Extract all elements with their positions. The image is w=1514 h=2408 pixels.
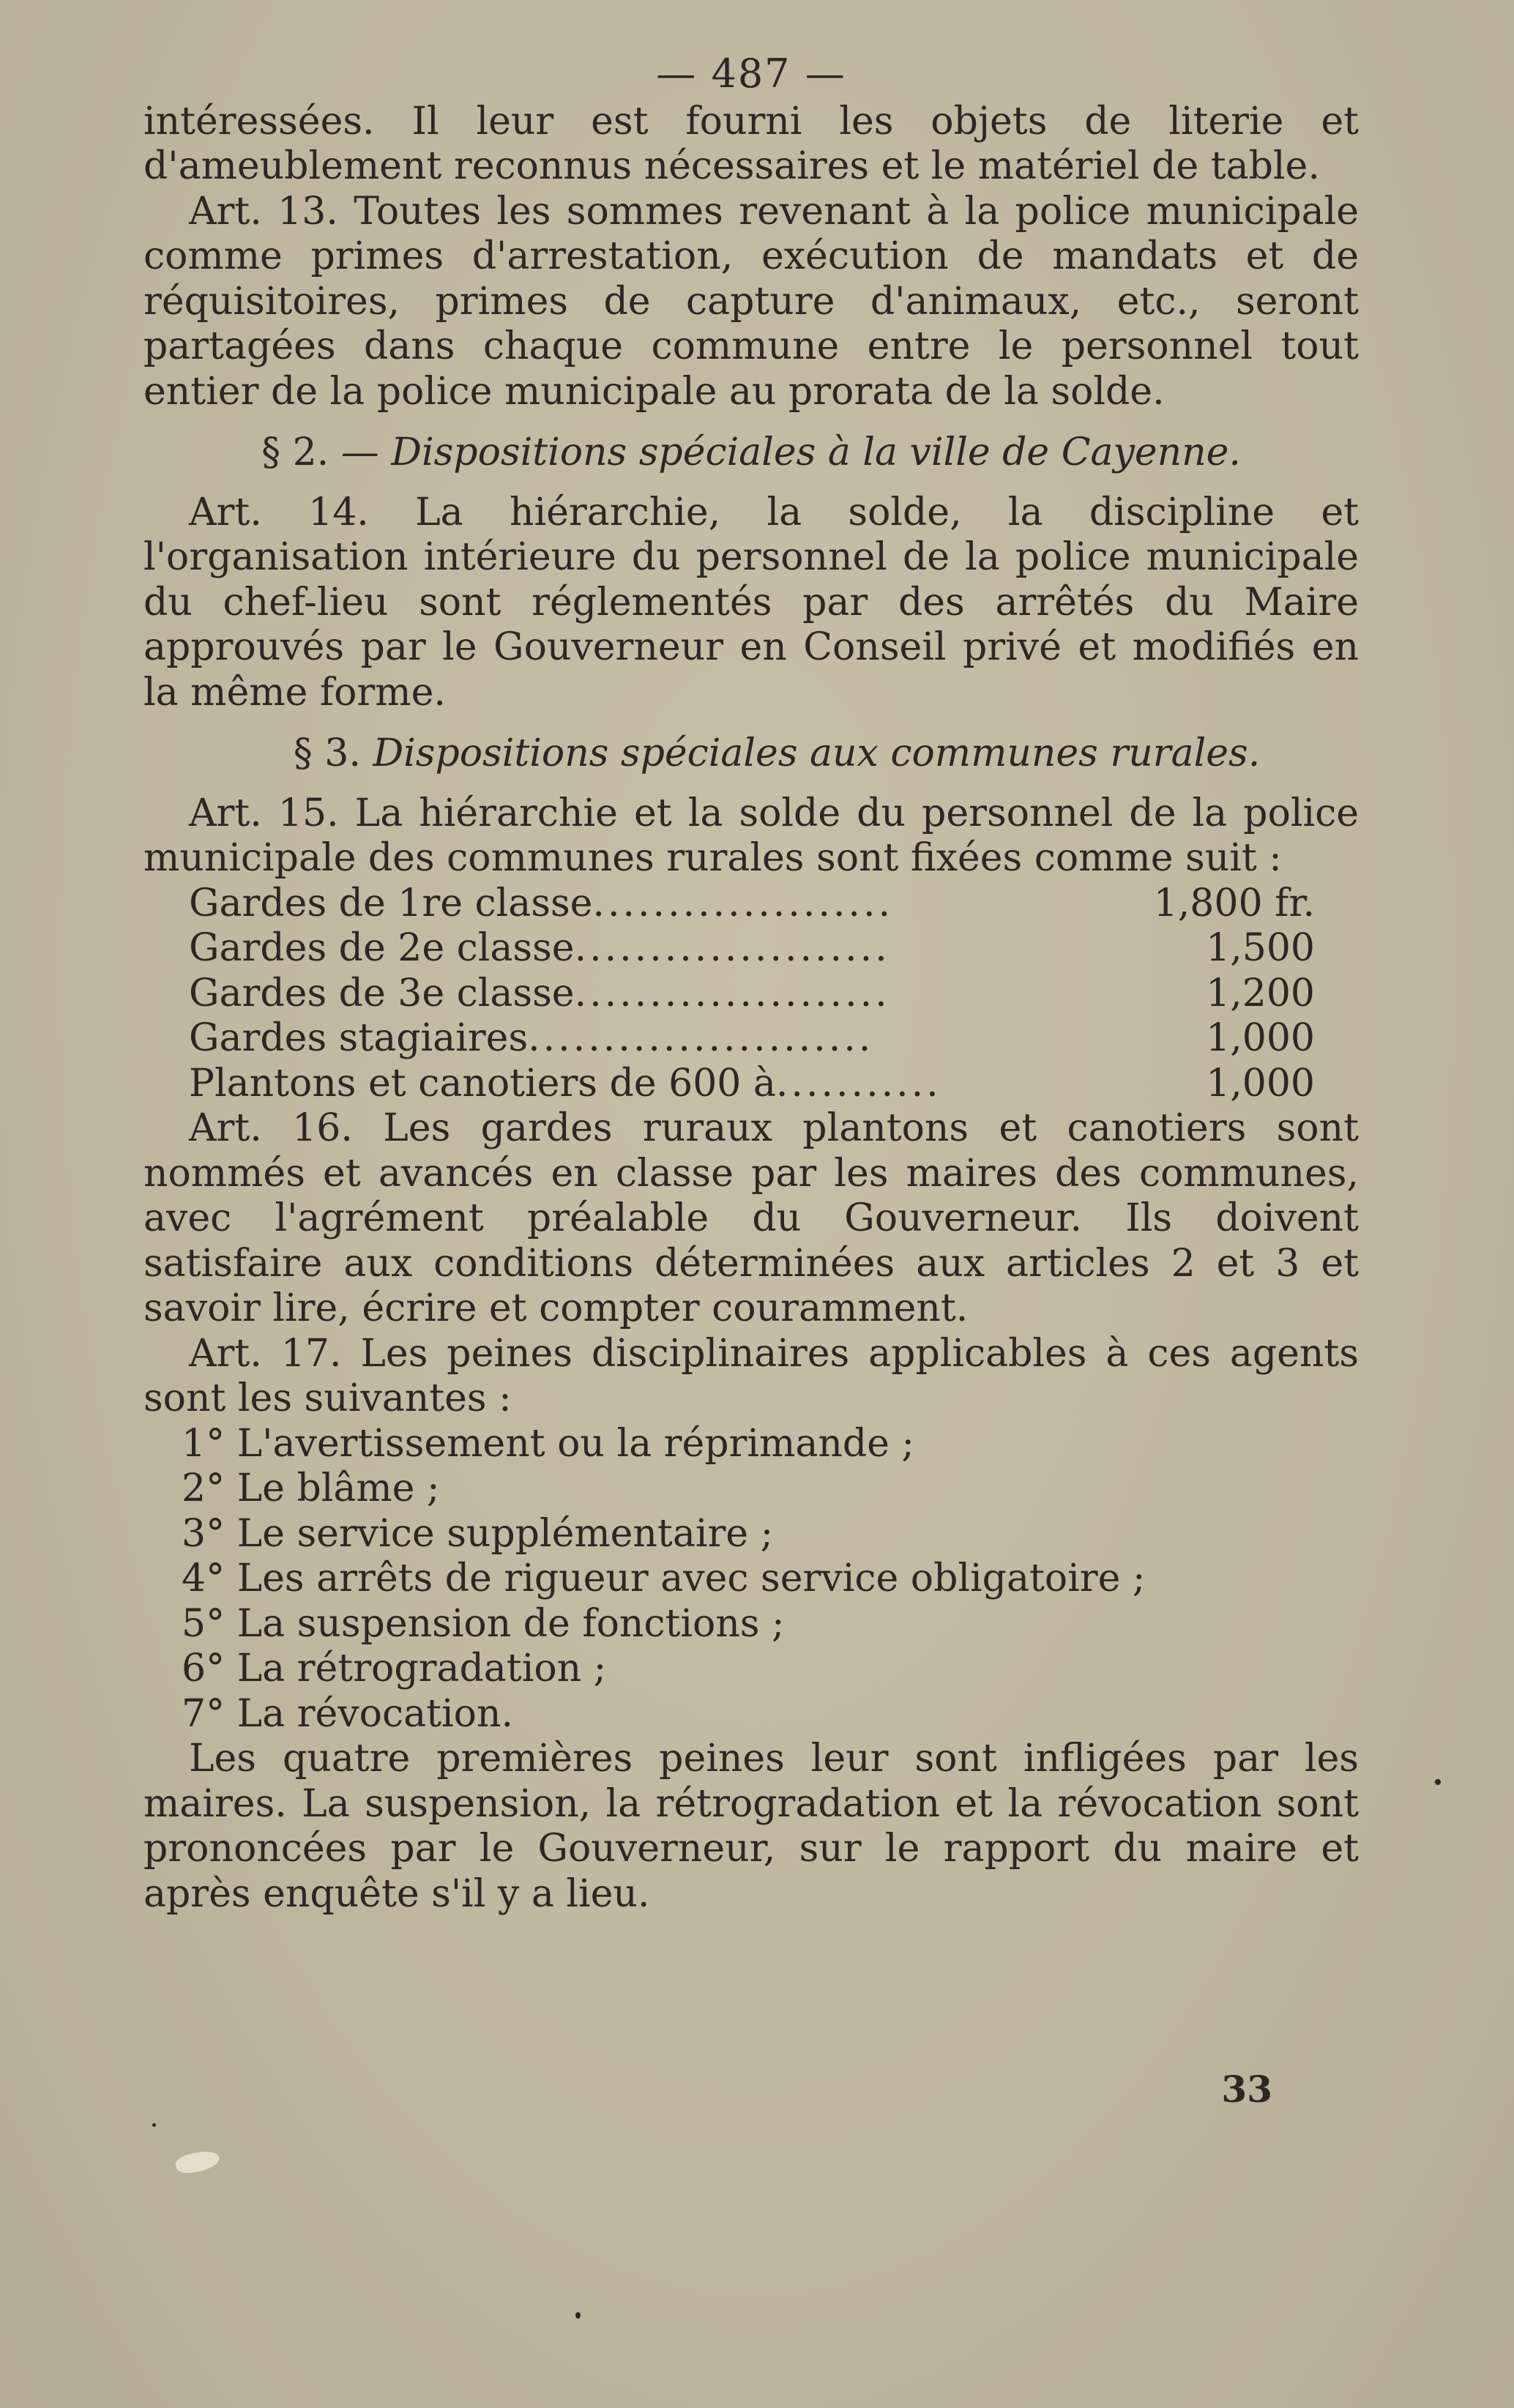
list-item: 2° Le blâme ; [182,1466,440,1510]
article-15: Art. 15. La hiérarchie et la solde du personnel de la police municipale des communes rurales sont fixées comme suit : [143,791,1359,880]
section-3-title: Dispositions spéciales aux communes rurales. [373,731,1261,775]
table-row [143,1016,1359,1062]
article-13: Art. 13. Toutes les sommes revenant à la police municipale comme primes d'arrestation, exécution de mandats et de réquisitoires, primes de capture d'animaux, etc., seront partagées dans chaque commune entre le personnel tout entier de la police municipale au prorata de la solde. [143,189,1359,414]
list-item: 1° L'avertissement ou la réprimande ; [182,1421,914,1466]
salary-label-text: Gardes de 3e classe [189,971,575,1015]
ink-speck [575,2312,581,2319]
leader-dots: ........... [775,1061,941,1106]
salary-label [143,926,1146,972]
table-row [143,881,1359,927]
closing-paragraph: Les quatre premières peines leur sont infligées par les maires. La suspension, la rétrogradation et la révocation sont prononcées par le Gouverneur, sur le rapport du maire et après enquête s'il y a lieu. [143,1737,1359,1916]
signature-mark: 33 [1221,2068,1272,2111]
salary-amount: 1,000 [1206,1061,1315,1106]
salary-label [143,1016,1146,1062]
table-row [143,972,1359,1017]
salary-amount: 1,500 [1206,926,1315,970]
salary-label-text: Plantons et canotiers de 600 à [189,1061,776,1106]
page-number: — 487 — [656,51,846,97]
section-2-number: § 2. [261,430,329,474]
leader-dots: ..................... [574,926,890,970]
table-row [143,1062,1359,1107]
salary-amount: 1,800 fr. [1153,881,1315,925]
ink-speck [152,2123,156,2127]
salary-amount: 1,200 [1206,971,1315,1015]
salary-label-text: Gardes de 1re classe [189,881,593,925]
ink-speck [1435,1779,1441,1785]
leader-dots: .................... [592,881,894,925]
penalties-list [143,1422,1359,1737]
section-3-number: § 3. [293,731,361,775]
salary-label-text: Gardes stagiaires [189,1016,529,1060]
list-item: 6° La rétrogradation ; [182,1647,607,1691]
list-item: 3° Le service supplémentaire ; [182,1511,774,1556]
table-row [143,926,1359,972]
paper-smudge [174,2147,222,2177]
leader-dots: ..................... [574,971,890,1015]
salary-table [143,881,1359,1107]
salary-label-text: Gardes de 2e classe [189,926,575,970]
salary-label [143,1062,1146,1107]
salary-label [143,972,1146,1017]
section-3-heading [143,731,1359,777]
page-text [143,51,1359,1917]
article-17: Art. 17. Les peines disciplinaires applicables à ces agents sont les suivantes : [143,1331,1359,1420]
list-item: 4° Les arrêts de rigueur avec service obligatoire ; [182,1557,1146,1600]
leader-dots: ....................... [528,1016,874,1060]
list-item: 5° La suspension de fonctions ; [182,1601,785,1646]
article-16: Art. 16. Les gardes ruraux plantons et canotiers sont nommés et avancés en classe par les maires des communes, avec l'agrément préalable du Gouverneur. Ils doivent satisfaire aux conditions déterminées aux articles 2 et 3 et savoir lire, écrire et compter couramment. [143,1106,1359,1330]
intro-paragraph: intéressées. Il leur est fourni les objets de literie et d'ameublement reconnus nécessaires et le matériel de table. [143,99,1359,188]
article-14: Art. 14. La hiérarchie, la solde, la discipline et l'organisation intérieure du personnel de la police municipale du chef-lieu sont réglementés par des arrêtés du Maire approuvés par le Gouverneur en Conseil privé et modifiés en la même forme. [143,490,1359,715]
section-2-title: — Dispositions spéciales à la ville de Cayenne. [340,430,1241,474]
salary-amount: 1,000 [1206,1016,1315,1060]
section-2-heading [143,430,1359,476]
salary-label [143,881,1146,927]
list-item: 7° La révocation. [182,1691,513,1736]
